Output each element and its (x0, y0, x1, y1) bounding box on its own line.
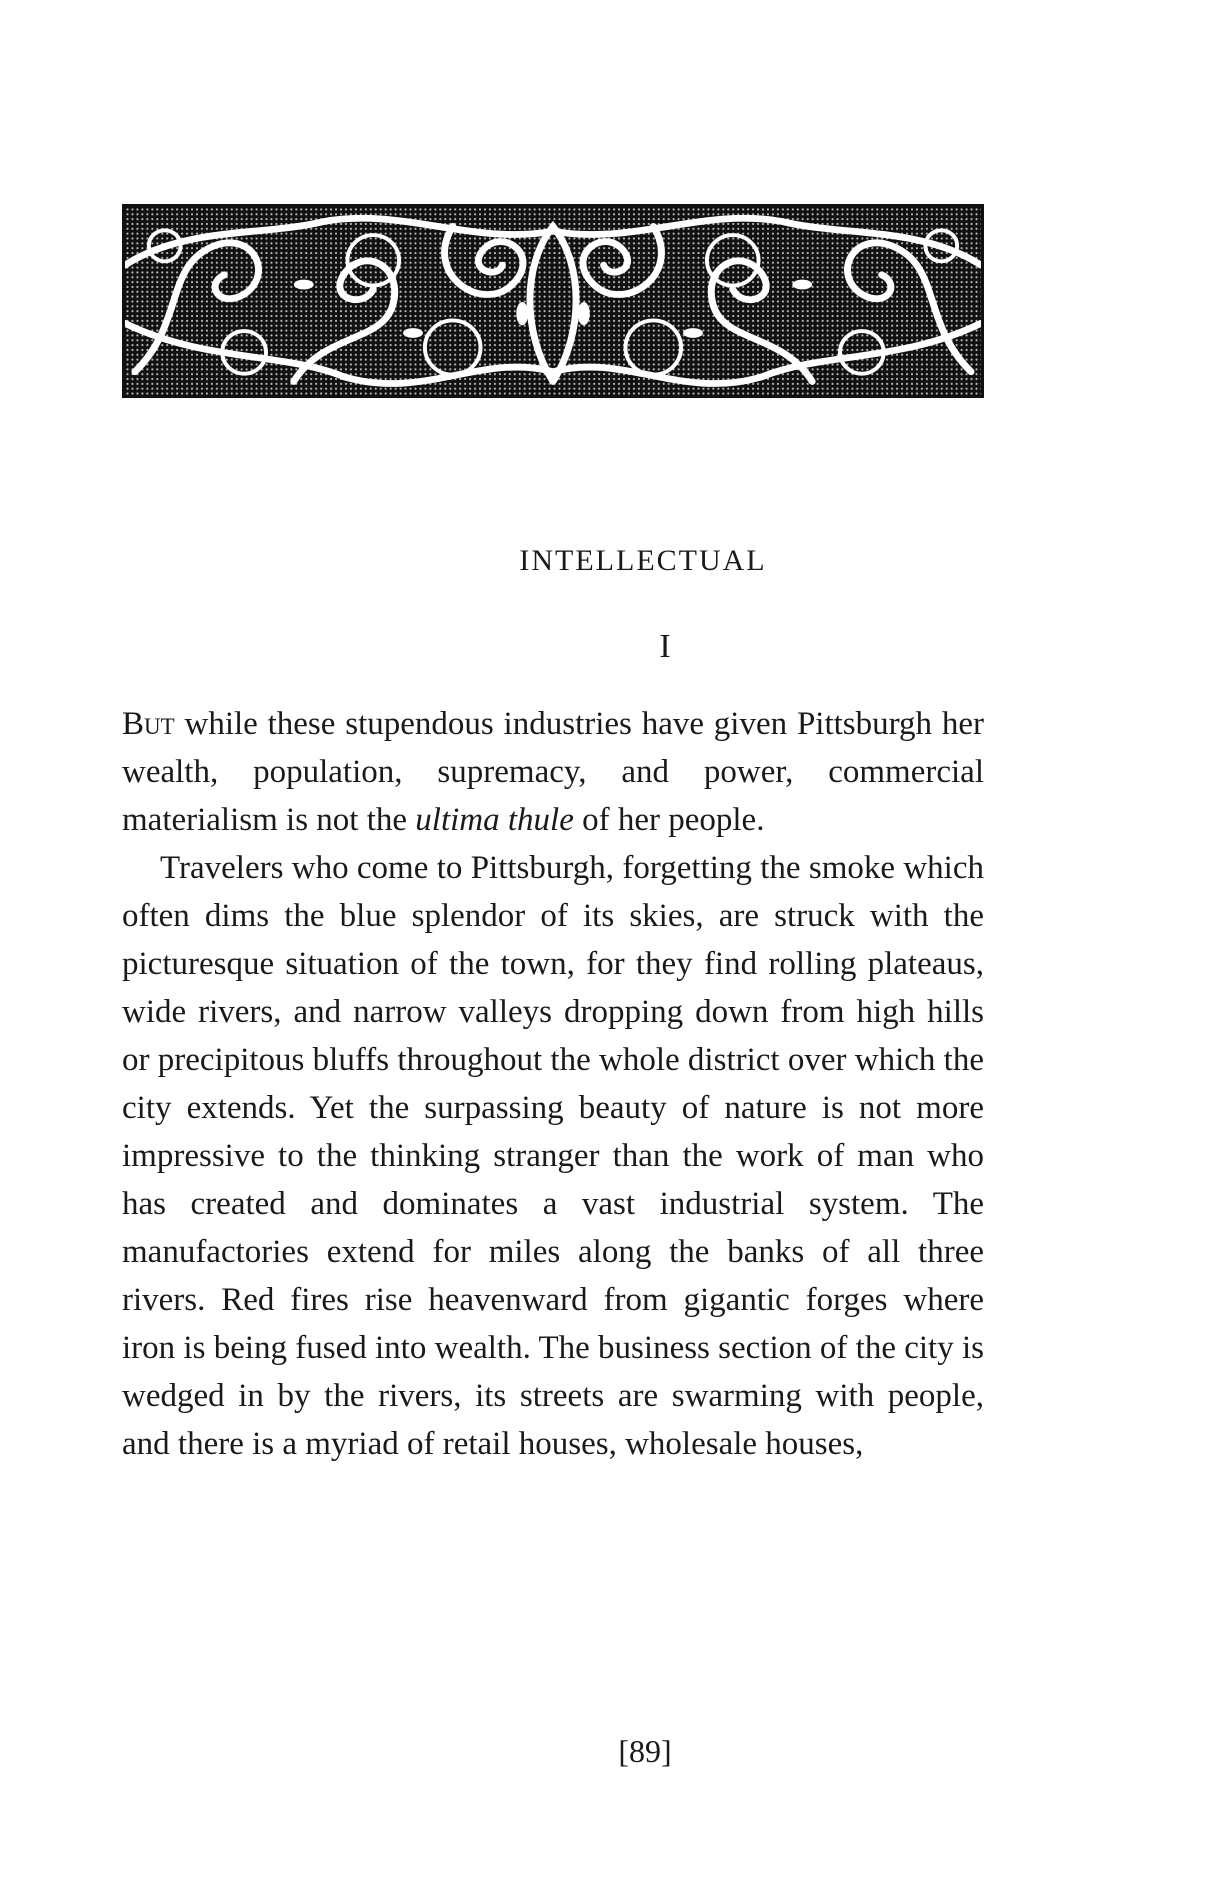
paragraph-2: Travelers who come to Pittsburgh, forgetting the smoke which often dims the blue splendor of its skies, are struck with the picturesque situation of the town, for they find rolling plateaus, wide rivers, and narrow valleys dropping down from high hills or precipitous bluffs throughout the whole district over which the city extends. Yet the surpassing beauty of nature is not more impressive to the thinking stranger than the work of man who has created and dominates a vast industrial system. The manufactories extend for miles along the banks of all three rivers. Red fires rise heavenward from gigantic forges where iron is being fused into wealth. The business section of the city is wedged in by the rivers, its streets are swarming with people, and there is a myriad of retail houses, wholesale houses, (122, 850, 984, 1462)
paragraph-1-italic: ultima thule (415, 802, 574, 838)
paragraph-1-text: while these stupendous industries have given Pittsburgh her wealth, population, supremacy, and power, commercial materialism is not the (122, 706, 984, 838)
paragraph-lead-word: But (122, 706, 175, 742)
paragraph-1-tail: of her people. (573, 802, 765, 838)
scrollwork-ornament (125, 207, 981, 395)
page-number: [89] (618, 1733, 672, 1769)
body-text (122, 700, 984, 1468)
chapter-title: INTELLECTUAL (519, 544, 767, 577)
paragraph-1 (122, 700, 984, 844)
ornamental-headpiece (122, 204, 984, 398)
section-numeral: I (659, 628, 671, 665)
